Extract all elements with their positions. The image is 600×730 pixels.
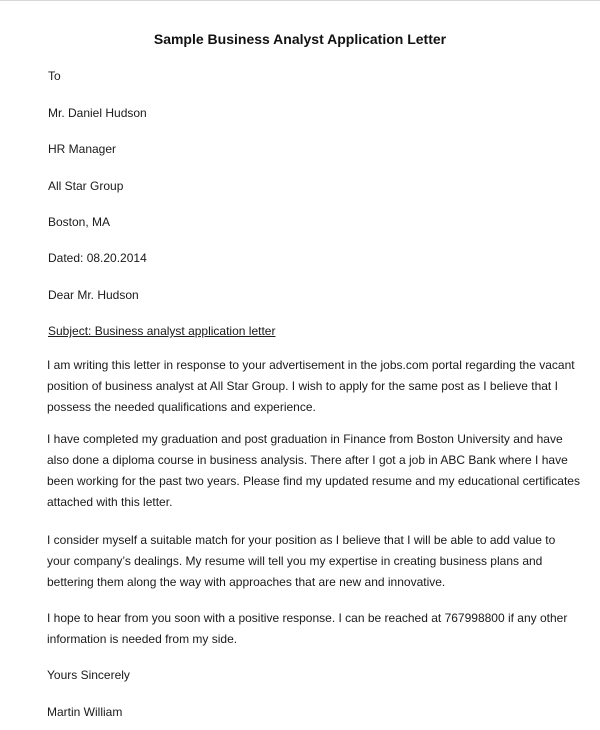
paragraph-line: been working for the past two years. Please find my updated resume and my educational certificates bbox=[47, 474, 580, 488]
paragraph-line: attached with this letter. bbox=[47, 495, 173, 509]
signature: Martin William bbox=[47, 705, 123, 719]
subject-line: Subject: Business analyst application letter bbox=[48, 324, 276, 338]
paragraph-line: bettering them along the way with approaches that are new and innovative. bbox=[47, 575, 446, 589]
paragraph-line: position of business analyst at All Star Group. I wish to apply for the same post as I believe that I bbox=[47, 379, 558, 393]
paragraph-line: possess the needed qualifications and experience. bbox=[47, 400, 316, 414]
paragraph-line: information is needed from my side. bbox=[47, 632, 238, 646]
recipient-location: Boston, MA bbox=[48, 215, 111, 229]
paragraph-4 bbox=[47, 608, 582, 650]
paragraph-line: I hope to hear from you soon with a positive response. I can be reached at 767998800 if any other bbox=[47, 611, 568, 625]
salutation: Dear Mr. Hudson bbox=[48, 288, 139, 302]
paragraph-line: I have completed my graduation and post graduation in Finance from Boston University and have bbox=[47, 432, 563, 446]
paragraph-3 bbox=[47, 530, 582, 593]
paragraph-line: your company’s dealings. My resume will tell you my expertise in creating business plans and bbox=[47, 554, 543, 568]
paragraph-1 bbox=[47, 355, 582, 418]
recipient-company: All Star Group bbox=[48, 179, 124, 193]
recipient-position: HR Manager bbox=[48, 142, 117, 156]
letter-date: Dated: 08.20.2014 bbox=[48, 251, 147, 265]
to-label: To bbox=[48, 69, 61, 83]
letter-title: Sample Business Analyst Application Letter bbox=[153, 31, 447, 47]
paragraph-line: I consider myself a suitable match for your position as I believe that I will be able to add value to bbox=[47, 533, 556, 547]
paragraph-line: I am writing this letter in response to your advertisement in the jobs.com portal regarding the vacant bbox=[47, 358, 575, 372]
closing: Yours Sincerely bbox=[47, 668, 130, 682]
recipient-name: Mr. Daniel Hudson bbox=[48, 106, 147, 120]
paragraph-2 bbox=[47, 429, 582, 513]
paragraph-line: also done a diploma course in business analysis. There after I got a job in ABC Bank where I have bbox=[47, 453, 568, 467]
